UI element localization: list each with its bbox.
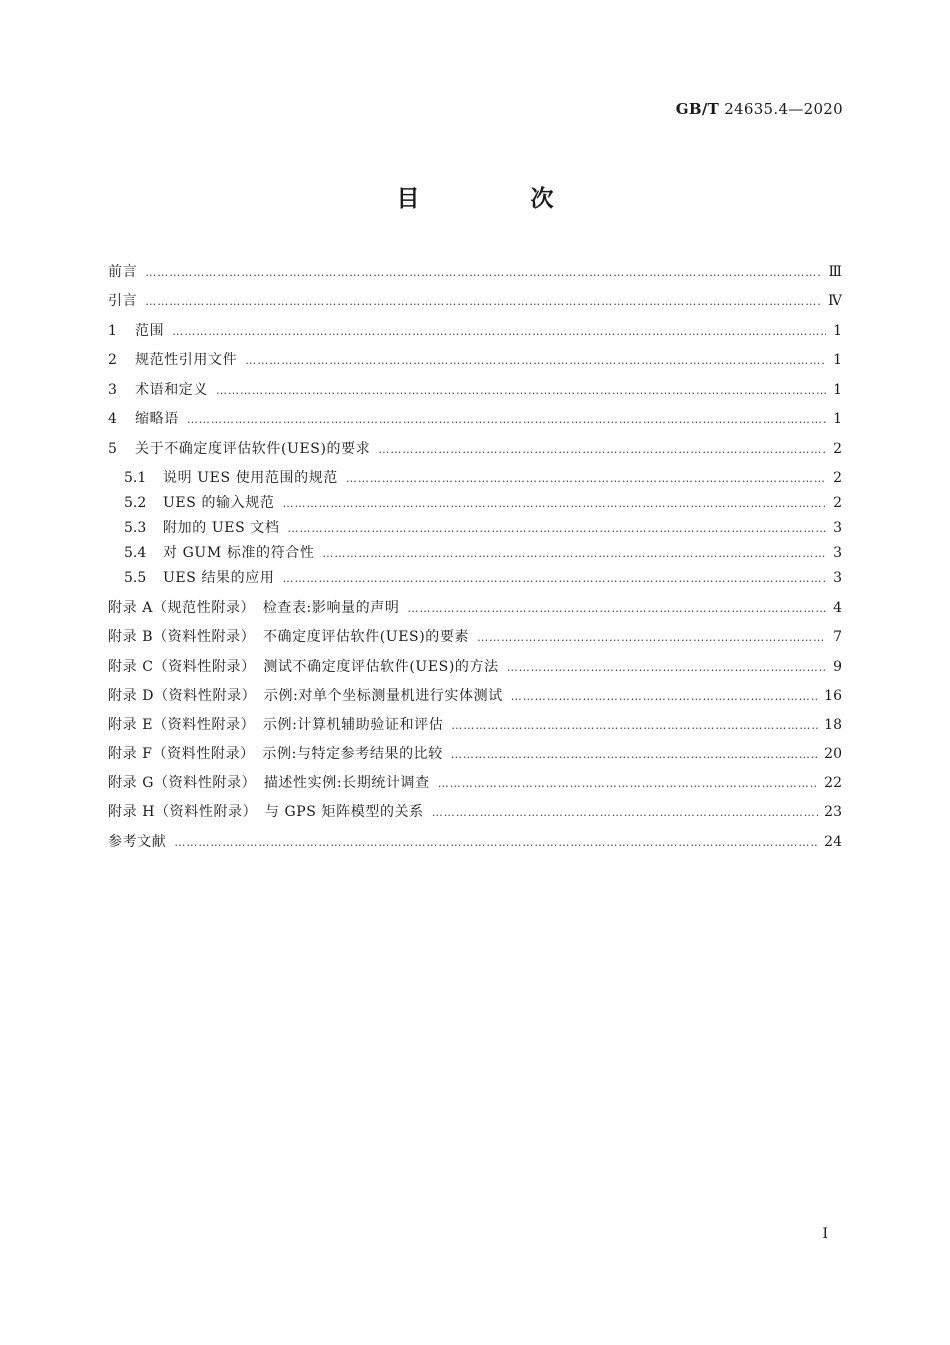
toc-entry[interactable] bbox=[108, 571, 842, 586]
standard-code-prefix: GB/T bbox=[675, 100, 720, 118]
toc-entry[interactable] bbox=[108, 835, 842, 850]
toc-entry-page: 3 bbox=[833, 570, 842, 586]
toc-entry-label: 缩略语 bbox=[135, 411, 179, 427]
toc-entry-number: 5.5 bbox=[124, 570, 147, 586]
toc-entry-label: 附加的 UES 文档 bbox=[163, 520, 280, 536]
toc-leader-dots bbox=[245, 354, 826, 368]
standard-code-number: 24635.4—2020 bbox=[724, 100, 843, 118]
toc-entry-page: 1 bbox=[833, 352, 842, 368]
toc-entry-page: 1 bbox=[833, 411, 842, 427]
toc-leader-dots bbox=[511, 690, 818, 704]
toc-entry-label: 引言 bbox=[108, 293, 138, 309]
toc-entry[interactable] bbox=[108, 442, 842, 457]
toc-entry-label: UES 结果的应用 bbox=[163, 570, 275, 586]
toc-leader-dots bbox=[282, 497, 826, 511]
toc-entry-page: Ⅳ bbox=[828, 293, 842, 309]
toc-leader-dots bbox=[282, 572, 826, 586]
toc-entry[interactable] bbox=[108, 471, 842, 486]
toc-entry[interactable] bbox=[108, 747, 842, 762]
toc-entry-page: 4 bbox=[833, 600, 842, 616]
toc-entry[interactable] bbox=[108, 383, 842, 398]
toc-entry-number: 4 bbox=[108, 411, 117, 427]
toc-leader-dots bbox=[187, 413, 826, 427]
toc-entry-number: 5.2 bbox=[124, 495, 147, 511]
toc-entry-number: 5.1 bbox=[124, 470, 147, 486]
toc-entry-page: 23 bbox=[824, 804, 842, 820]
toc-entry-page: 2 bbox=[833, 470, 842, 486]
toc-entry-label: 附录 C（资料性附录） 测试不确定度评估软件(UES)的方法 bbox=[108, 659, 499, 675]
page-title: 目 次 bbox=[396, 186, 598, 212]
toc-entry-page: 3 bbox=[833, 520, 842, 536]
toc-entry-page: Ⅲ bbox=[828, 264, 842, 280]
toc-entry-page: 7 bbox=[833, 629, 842, 645]
toc-leader-dots bbox=[477, 631, 826, 645]
toc-entry[interactable] bbox=[108, 718, 842, 733]
toc-entry[interactable] bbox=[108, 265, 842, 280]
toc-entry-page: 2 bbox=[833, 441, 842, 457]
toc-entry[interactable] bbox=[108, 689, 842, 704]
toc-entry-label: 附录 A（规范性附录） 检查表:影响量的声明 bbox=[108, 600, 400, 616]
toc-entry-page: 24 bbox=[824, 834, 842, 850]
toc-leader-dots bbox=[407, 602, 826, 616]
toc-entry-label: 附录 B（资料性附录） 不确定度评估软件(UES)的要素 bbox=[108, 629, 470, 645]
toc-entry[interactable] bbox=[108, 805, 842, 820]
toc-entry-page: 20 bbox=[824, 746, 842, 762]
toc-leader-dots bbox=[438, 777, 818, 791]
toc-entry-page: 9 bbox=[833, 659, 842, 675]
toc-entry-label: 附录 F（资料性附录） 示例:与特定参考结果的比较 bbox=[108, 746, 443, 762]
toc-entry-number: 5.4 bbox=[124, 545, 147, 561]
toc-entry-page: 22 bbox=[824, 775, 842, 791]
toc-entry[interactable] bbox=[108, 496, 842, 511]
toc-leader-dots bbox=[346, 472, 826, 486]
toc-entry[interactable] bbox=[108, 324, 842, 339]
toc-entry-page: 1 bbox=[833, 323, 842, 339]
toc-entry-page: 2 bbox=[833, 495, 842, 511]
toc-entry-label: 说明 UES 使用范围的规范 bbox=[163, 470, 338, 486]
toc-entry-page: 18 bbox=[824, 717, 842, 733]
toc-leader-dots bbox=[451, 748, 818, 762]
toc-entry[interactable] bbox=[108, 294, 842, 309]
toc-entry-page: 3 bbox=[833, 545, 842, 561]
toc-leader-dots bbox=[322, 547, 826, 561]
toc-entry-label: 术语和定义 bbox=[135, 382, 208, 398]
toc-entry-page: 16 bbox=[824, 688, 842, 704]
toc-entry-label: 附录 E（资料性附录） 示例:计算机辅助验证和评估 bbox=[108, 717, 444, 733]
toc-entry-page: 1 bbox=[833, 382, 842, 398]
toc-leader-dots bbox=[507, 661, 826, 675]
toc-entry-label: 规范性引用文件 bbox=[135, 352, 238, 368]
toc-entry-label: 附录 D（资料性附录） 示例:对单个坐标测量机进行实体测试 bbox=[108, 688, 503, 704]
toc-entry-label: UES 的输入规范 bbox=[163, 495, 275, 511]
toc-entry[interactable] bbox=[108, 776, 842, 791]
toc-entry-label: 范围 bbox=[135, 323, 165, 339]
toc-leader-dots bbox=[378, 443, 826, 457]
toc-entry-number: 1 bbox=[108, 323, 117, 339]
toc-entry-number: 5.3 bbox=[124, 520, 147, 536]
toc-entry-label: 参考文献 bbox=[108, 834, 167, 850]
toc-entry-label: 附录 G（资料性附录） 描述性实例:长期统计调查 bbox=[108, 775, 430, 791]
toc-entry-number: 3 bbox=[108, 382, 117, 398]
toc-entry-label: 对 GUM 标准的符合性 bbox=[163, 545, 315, 561]
toc-leader-dots bbox=[145, 295, 822, 309]
toc-entry[interactable] bbox=[108, 546, 842, 561]
toc-entry[interactable] bbox=[108, 353, 842, 368]
footer-page-number: Ⅰ bbox=[822, 1226, 828, 1242]
toc-leader-dots bbox=[174, 836, 818, 850]
toc-leader-dots bbox=[451, 719, 818, 733]
toc-entry-number: 2 bbox=[108, 352, 117, 368]
toc-entry[interactable] bbox=[108, 601, 842, 616]
toc-leader-dots bbox=[172, 325, 826, 339]
toc-leader-dots bbox=[432, 806, 818, 820]
toc-entry-label: 附录 H（资料性附录） 与 GPS 矩阵模型的关系 bbox=[108, 804, 424, 820]
toc-entry-label: 前言 bbox=[108, 264, 138, 280]
toc-entry[interactable] bbox=[108, 521, 842, 536]
standard-code bbox=[676, 100, 843, 118]
toc-leader-dots bbox=[288, 522, 826, 536]
toc-entry[interactable] bbox=[108, 630, 842, 645]
toc-leader-dots bbox=[145, 266, 822, 280]
toc-leader-dots bbox=[216, 384, 826, 398]
toc-entry[interactable] bbox=[108, 412, 842, 427]
toc-entry[interactable] bbox=[108, 660, 842, 675]
toc-entry-number: 5 bbox=[108, 441, 117, 457]
toc-entry-label: 关于不确定度评估软件(UES)的要求 bbox=[135, 441, 371, 457]
